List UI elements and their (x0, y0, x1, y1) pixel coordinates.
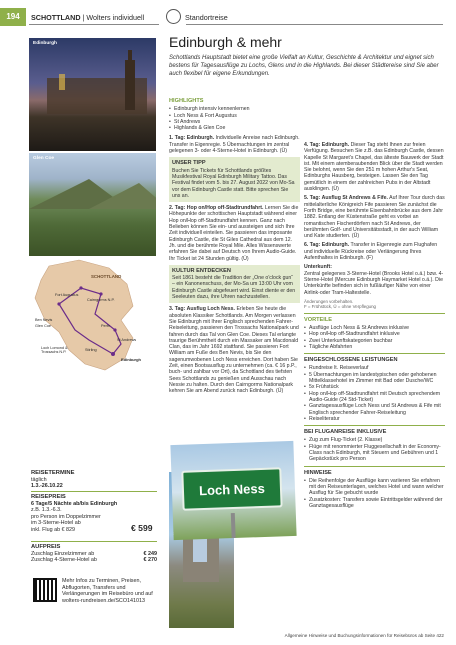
hints-title: HINWEISE (304, 469, 332, 476)
day-text: Transfer in Eigenregie zum Flughafen und individuelle Rückreise oder Verlängerung Ihres Aufenthaltes in Edinburgh. (F) (304, 242, 438, 262)
list-item: • Zwei Unterkunftskategorien buchbar (304, 338, 445, 344)
region-header: SCHOTTLAND | Wolters individuell (31, 13, 145, 22)
header-rule-right (186, 24, 443, 25)
route-map (29, 258, 156, 376)
day-text: Erleben Sie heute die absoluten Klassiker Schottlands. Am Morgen verlassen Sie Edinburgh mit Ihrer Englisch sprechenden Fahrer-Reiseleitung, passieren den Trossachs Nationalpark und fahren durch das Tal von Glen Coe. Dieses Tal erlangte traurige Berühmtheit durch ein Massaker am Macdonald Clan, das im Jahr 1692 stattfand. Sie passieren Fort William am Fuße des Ben Nevis, bis Sie den sagenumwobenen Loch Ness erreichen. Dort haben Sie Zeit, einen Bootsausflug zu unternehmen (ca. € 16 p.P., buch- und zahlbar vor Ort), da Schottland des tiefsten Sees Schottlands zu genießen und Ausschau nach Nessie zu halten. Durch den Cairngorms Nationalpark kehren Sie am Abend zurück nach Edinburgh. (Ü) (169, 306, 299, 395)
map-label: Loch Lomond & Trossachs N.P. (41, 346, 68, 354)
surcharge-rule (31, 541, 157, 542)
day-heading: 5. Tag: Ausflug St Andrews & Fife. (304, 195, 388, 202)
region-name: SCHOTTLAND (31, 13, 81, 22)
price-box (31, 494, 157, 533)
surcharge-item: Zuschlag 4-Sterne-Hotel ab (31, 557, 97, 563)
map-label-country: SCHOTTLAND (91, 274, 122, 279)
list-item: • Hop on/Hop off-Stadtrundfahrt inklusive (304, 331, 445, 337)
day-heading: 3. Tag: Ausflug Loch Ness. (169, 306, 236, 313)
surcharge-box (31, 544, 157, 564)
tip-title: UNSER TIPP (172, 160, 206, 167)
map-label: Ben Nevis (35, 318, 53, 322)
list-item: • Zusatzkosten: Transfers sowie Eintrittsgelder während der Ganztagesausflüge (304, 497, 445, 510)
culture-text: Seit 1861 besteht die Tradition der „One o'clock gun“ – ein Kanonenschuss, der Mo-Sa um 13:00 Uhr vom Edinburgh Castle abgefeuert wird. Einst diente er den Seeleuten dazu, ihre Uhren nachzustellen. (172, 275, 296, 301)
list-item: • Edinburgh intensiv kennenlernen (169, 106, 300, 112)
day-text: Individuelle Anreise nach Edinburgh. Transfer in Eigenregie. 5 Übernachtungen im zentral gelegenen 3- oder 4-Sterne-Hotel in Edinburgh. (Ü) (169, 135, 300, 155)
tip-box (169, 157, 300, 202)
price-rule (31, 491, 157, 492)
intro-text: Schottlands Hauptstadt bietet eine große Vielfalt an Kultur, Geschichte & Architektur und eignet sich bestens für Tagesausflüge zu Lochs, Glens und in die Highlands. Bei dieser Städtereise sind Sie aber auch flexibel für eigene Erkundungen. (169, 55, 439, 77)
included-title: EINGESCHLOSSENE LEISTUNGEN (304, 357, 398, 364)
list-item: • Zug zum Flug-Ticket (2. Klasse) (304, 437, 445, 443)
list-item: • Rundreise lt. Reiseverlauf (304, 365, 445, 371)
photo-loch-ness-sign (170, 441, 296, 540)
photo-caption: Glen Coe (33, 156, 55, 161)
flights-title: BEI FLUGANREISE INKLUSIVE (304, 429, 387, 436)
map-label: Glen Coe (35, 324, 52, 328)
page-footer: Allgemeine Hinweise und Buchungsinformationen für Reisebüros ab Seite 422 (284, 633, 444, 638)
day-text: Lernen Sie die Höhepunkte der schottischen Hauptstadt während einer Hop on/Hop off-Stadtrundfahrt kennen. Ganz nach Belieben können Sie ein- und aussteigen und sich Ihre Zeit individuell einteilen. Sie passieren das imposante Edinburgh Castle, die St Giles Cathedral aus dem 12. Jh. und die berühmte Royal Mile. Alles Wissenswerte erfahren Sie dabei auf Deutsch von Ihrem Audio-Guide. Ihr Ticket ist 24 Stunden gültig. (Ü) (169, 205, 299, 262)
page-number: 194 (0, 8, 26, 26)
price-amount: € 599 (131, 523, 153, 533)
price-line: pro Person im Doppelzimmer (31, 513, 101, 520)
sign-text: Loch Ness (198, 480, 266, 498)
globe-icon (166, 9, 181, 24)
list-item: • 5x Frühstück (304, 384, 445, 390)
culture-title: KULTUR ENTDECKEN (172, 267, 231, 274)
header-rule (29, 24, 159, 25)
list-item: • St Andrews (169, 119, 300, 125)
lodging-title: Unterkunft: (304, 264, 332, 271)
list-item: • Reiseliteratur (304, 416, 445, 422)
highlights-title: HIGHLIGHTS (169, 98, 204, 104)
advantages-title: VORTEILE (304, 316, 332, 323)
category-tag: Standortreise (185, 13, 228, 22)
day-heading: 6. Tag: Edinburgh. (304, 242, 350, 249)
photo-caption: Edinburgh (33, 41, 57, 46)
tip-text: Buchen Sie Tickets für Schottlands größtes Musikfestival Royal Edinburgh Military Tattoo. Das Festival findet vom 5. bis 27. August 2022 von Mo-Sa vor dem Edinburgh Castle statt. Bitte sprechen Sie uns an. (172, 167, 295, 199)
price-line: z.B. 1.3.-6.3. (31, 507, 62, 513)
page-title: Edinburgh & mehr (169, 34, 282, 50)
day-heading: 2. Tag: Hop on/Hop off-Stadtrundfahrt. (169, 205, 264, 212)
map-label: Cairngorms N.P. (87, 298, 115, 302)
note: F = Frühstück, Ü = ohne Verpflegung (304, 304, 376, 310)
list-item: • Ganztagesausflüge Loch Ness und St Andrews & Fife mit Englisch sprechender Fahrer-Reiseleitung (304, 403, 445, 416)
price-line: im 3-Sterne-Hotel ab (31, 520, 81, 526)
day-heading: 1. Tag: Edinburgh. (169, 135, 215, 142)
lodging-text: Zentral gelegenes 3-Sterne-Hotel (Brooks Hotel o.ä.) bzw. 4-Sterne-Hotel (Mercure Edinburgh Haymarket Hotel o.ä.). Die Unterkünfte befinden sich in fußläufiger Nähe von einer Airlink-oder Tram-Haltestelle. (304, 270, 444, 296)
list-item: • Flüge mit renommierter Fluggesellschaft in der Economy-Class nach Edinburgh, mit Steuern und Gebühren und 1 Gepäckstück pro Person (304, 444, 445, 463)
dates-title: REISETERMINE (31, 470, 75, 476)
price-line: inkl. Flug ab € 829 (31, 526, 76, 533)
map-label: Perth (101, 324, 111, 328)
travel-dates (31, 470, 151, 490)
qr-code[interactable] (33, 578, 57, 602)
culture-box (169, 265, 300, 303)
list-item: • Tägliche Abfahrten (304, 344, 445, 350)
price-line: 6 Tage/5 Nächte ab/bis Edinburgh (31, 500, 118, 507)
surcharge-value: € 270 (143, 557, 157, 563)
dates-line: täglich (31, 476, 47, 483)
list-item: • Ausflüge Loch Ness & St Andrews inklusive (304, 325, 445, 331)
more-info: Mehr Infos zu Terminen, Preisen, Abflugorten, Transfers und Verlängerungen im Reisebüro und auf wolters-rundreisen.de/SCO141013 (62, 578, 153, 604)
day-text: Dieser Tag steht Ihnen zur freien Verfügung. Besuchen Sie z.B. das Edinburgh Castle, dessen Kapelle St Margaret's Chapel, das älteste Bauwerk der Stadt ist. Mit einem atemberaubenden Blick über die Stadt werden Sie belohnt, wenn Sie den 251 m hohen Arthur's Seat, Edinburghs Hausberg, besteigen. Lassen Sie den Tag gemütlich in einem der zahlreichen Pubs in der Altstadt ausklingen. (Ü) (304, 142, 444, 193)
column-itinerary-1 (169, 98, 300, 397)
dates-range: 1.3.-26.10.22 (31, 483, 63, 489)
list-item: • 5 Übernachtungen im landestypischen oder gehobenen Mittelklassehotel im Zimmer mit Bad oder Dusche/WC (304, 372, 445, 385)
map-label: Stirling (85, 348, 97, 352)
list-item: • Die Reihenfolge der Ausflüge kann variieren Sie erfahren mit den Reiseunterlagen, welches Hotel und wann welcher Ausflug für Sie gebucht wurde (304, 478, 445, 497)
surcharge-item: Zuschlag Einzelzimmer ab (31, 550, 95, 557)
surcharge-title: AUFPREIS (31, 544, 61, 550)
map-label: Edinburgh (121, 357, 141, 362)
price-title: REISEPREIS (31, 494, 66, 500)
list-item: • Loch Ness & Fort Augustus (169, 113, 300, 119)
list-item: • Highlands & Glen Coe (169, 125, 300, 131)
column-itinerary-2 (304, 142, 445, 509)
map-label: Fort Augustus (55, 293, 79, 297)
day-text: Auf Ihrer Tour durch das mittelalterliche Königreich Fife passieren Sie zunächst die Forth Bridge, eine berühmte Eisenbahnbrücke aus dem Jahr 1882. Entlang der Küstenstraße geht es vorbei an romantischen Fischerdörfern nach St Andrews, der berühmten Golf- und Universitätsstadt, in der auch William und Kate studierten. (Ü) (304, 195, 445, 240)
day-heading: 4. Tag: Edinburgh. (304, 142, 350, 148)
photo-edinburgh (29, 38, 156, 151)
map-label: St Andrews (117, 338, 137, 342)
list-item: • Hop on/Hop off-Stadtrundfahrt mit Deutsch sprechendem Audio-Guide (24 Std-Ticket) (304, 391, 445, 404)
series-name: Wolters individuell (86, 13, 145, 22)
surcharge-value: € 249 (143, 550, 157, 557)
photo-glencoe (29, 153, 156, 256)
note: Änderungen vorbehalten. (304, 298, 354, 304)
